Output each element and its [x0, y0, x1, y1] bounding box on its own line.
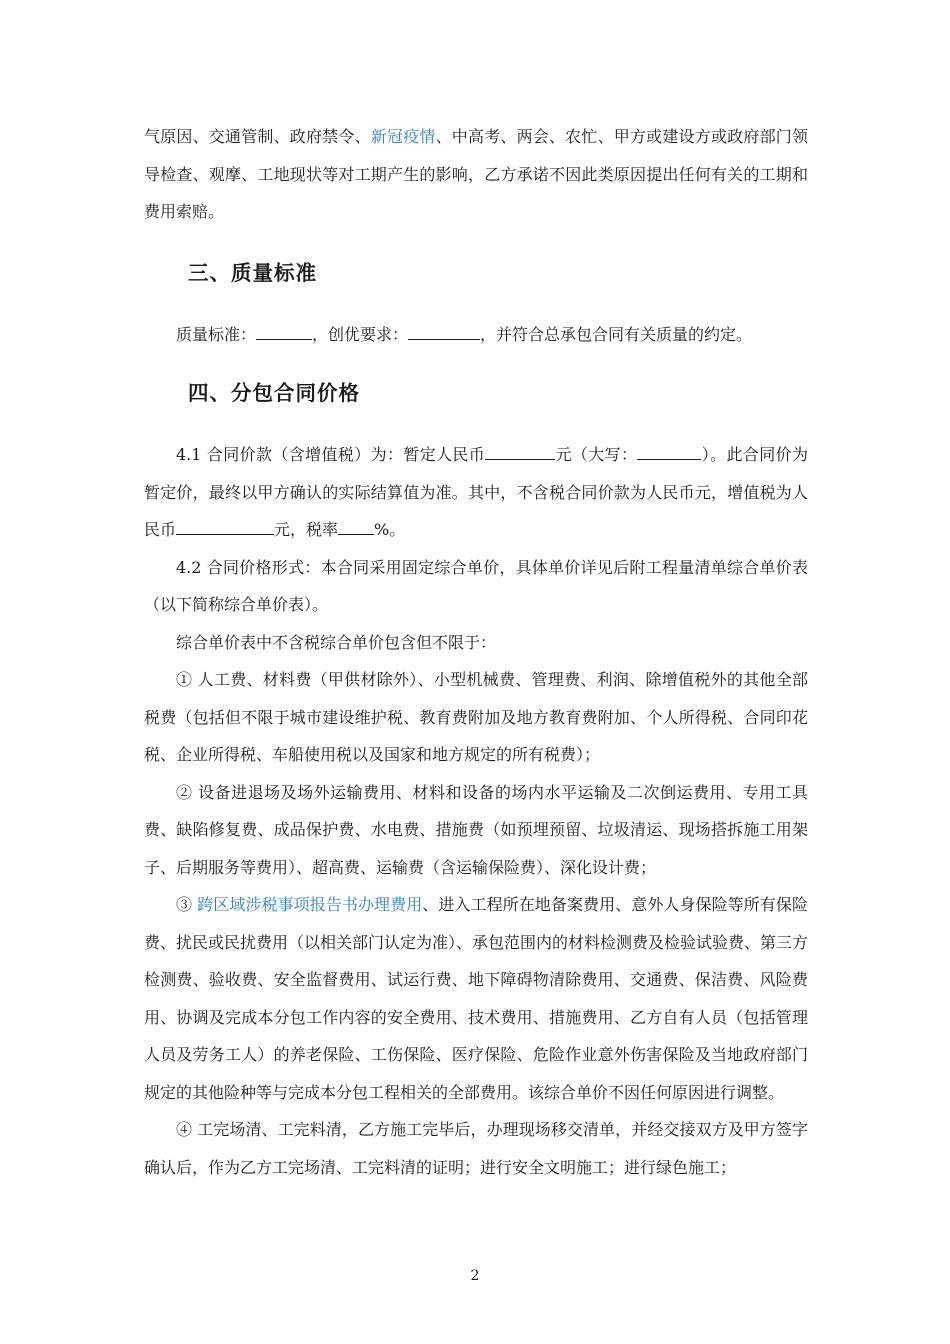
item-text: 、进入工程所在地备案费用、意外人身保险等所有保险费、扰民或民扰费用（以相关部门认定为准）、承包范围内的材料检测费及检验试验费、第三方检测费、验收费、安全监督费用、试运行费、地下障碍物清除费用、交通费、保洁费、风险费用、协调及完成本分包工作内容的安全费用、技术费用、措施费用、乙方自有人员（包括管理人员及劳务工人）的养老保险、工伤保险、医疗保险、危险作业意外伤害保险及当地政府部门规定的其他险种等与完成本分包工程相关的全部费用。该综合单价不因任何原因进行调整。 [144, 895, 809, 1102]
clause-4-1 [144, 436, 808, 549]
page-number: 2 [470, 1268, 480, 1284]
list-item-3 [144, 886, 808, 1111]
clause-4-2: 4.2 合同价格形式：本合同采用固定综合单价，具体单价详见后附工程量清单综合单价表（以下简称综合单价表）。 [144, 557, 808, 614]
unit-price-intro: 综合单价表中不含税综合单价包含但不限于： [176, 632, 497, 652]
clause-text: 元（大写： [555, 445, 638, 464]
section-heading-price: 四、分包合同价格 [188, 381, 360, 405]
quality-standard-label: 质量标准： [176, 324, 257, 344]
tax-report-link[interactable]: 跨区域涉税事项报告书办理费用 [197, 895, 423, 914]
vat-amount-blank[interactable] [176, 520, 274, 535]
list-item-2: ② 设备进退场及场外运输费用、材料和设备的场内水平运输及二次倒运费用、专用工具费、缺陷修复费、成品保护费、水电费、措施费（如预埋预留、垃圾清运、现场搭拆施工用架子、后期服务等费用）、超高费、运输费（含运输保险费）、深化设计费； [144, 782, 808, 877]
quality-standard-blank[interactable] [256, 325, 312, 340]
excellence-requirement-blank[interactable] [408, 325, 480, 340]
covid-link[interactable]: 新冠疫情 [370, 127, 436, 146]
tax-rate-blank[interactable] [338, 520, 374, 535]
quality-standard-paragraph [144, 316, 808, 354]
page-content [144, 118, 808, 1186]
paragraph-text: 气原因、交通管制、政府禁令、 [144, 127, 371, 146]
amount-in-words-blank[interactable] [637, 445, 701, 460]
item-marker: ③ [176, 895, 198, 914]
clause-text: ）。此合同价为暂定价，最终以甲方确认的实际结算值为准。其中，不含税合同价款为人民币元，增值税为人民币 [144, 445, 808, 539]
quality-agreement-text: ，并符合总承包合同有关质量的约定。 [480, 324, 753, 344]
list-item-4: ④ 工完场清、工完料清，乙方施工完毕后，办理现场移交清单，并经交接双方及甲方签字确认后，作为乙方工完场清、工完料清的证明；进行安全文明施工；进行绿色施工； [144, 1120, 808, 1177]
paragraph-text: 、中高考、两会、农忙、甲方或建设方或政府部门领导检查、观摩、工地现状等对工期产生的影响，乙方承诺不因此类原因提出任何有关的工期和费用索赔。 [144, 127, 808, 221]
clause-text: 4.1 合同价款（含增值税）为：暂定人民币 [176, 445, 486, 464]
clause-text: 元，税率 [274, 520, 339, 539]
excellence-requirement-label: ，创优要求： [312, 324, 409, 344]
section-heading-quality: 三、质量标准 [188, 260, 317, 285]
amount-blank[interactable] [485, 445, 555, 460]
clause-text: %。 [374, 520, 406, 539]
list-item-1: ① 人工费、材料费（甲供材除外）、小型机械费、管理费、利润、除增值税外的其他全部税费（包括但不限于城市建设维护税、教育费附加及地方教育费附加、个人所得税、合同印花税、企业所得税、车船使用税以及国家和地方规定的所有税费）； [144, 670, 808, 764]
continuation-paragraph [144, 118, 808, 231]
